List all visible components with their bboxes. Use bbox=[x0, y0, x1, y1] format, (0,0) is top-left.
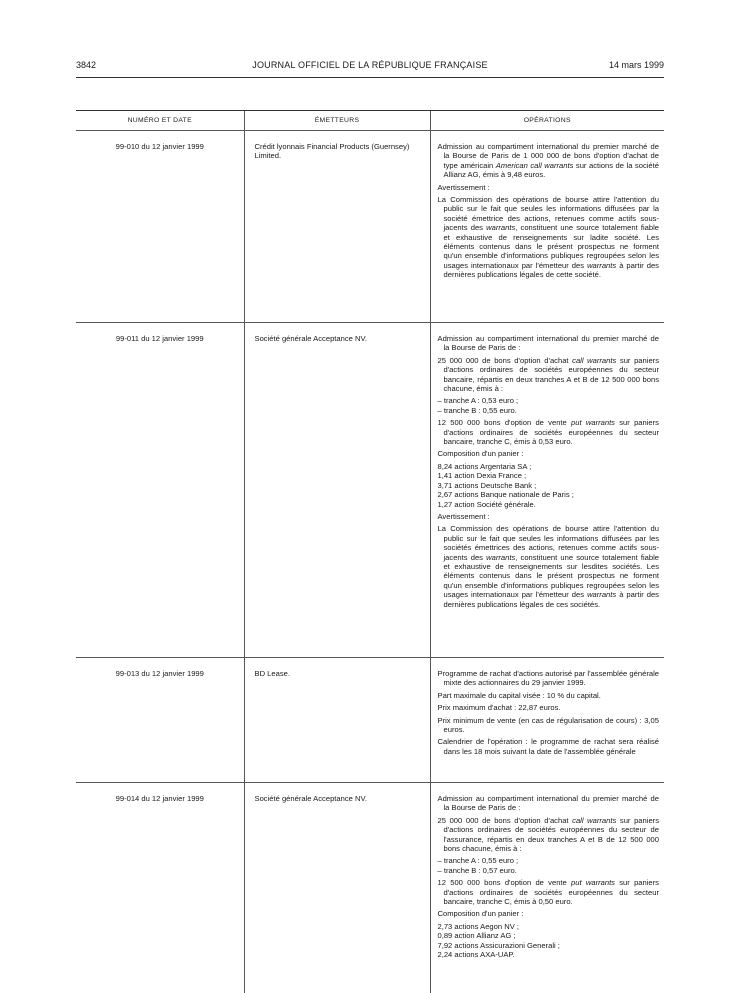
warning-label: Avertissement : bbox=[437, 182, 490, 192]
page-number: 3842 bbox=[76, 60, 97, 70]
operation-line: Prix maximum d'achat : 22,87 euros. bbox=[437, 703, 561, 713]
table-row bbox=[76, 658, 664, 783]
table-row bbox=[76, 323, 664, 658]
warning-text: La Commission des opérations de bourse attire l'attention du public sur le fait que seules les informations diffusées par la société émettrice des actions, retenues comme actifs sous-jacents des warrants, constituent une source totalement fiable et exhaustive de renseignements sur ladite société. Les éléments contenus dans le présent prospectus ne forment qu'un ensemble d'informations publiques regroupées selon les usages internationaux par l'émetteur des warrants à partir des dernières publications légales de cette société. bbox=[437, 195, 659, 280]
column-header-operations: OPÉRATIONS bbox=[430, 111, 664, 131]
basket-item: 1,41 action Dexia France ; bbox=[437, 471, 527, 481]
operation-paragraph: Admission au compartiment international du premier marché de la Bourse de Paris de 1 000 000 de bons d'option d'achat de type américain American call warrants sur actions de la société Allianz AG, émis à 9,48 euros. bbox=[437, 142, 659, 180]
page-header bbox=[76, 60, 664, 74]
table-row bbox=[76, 131, 664, 323]
entry-number-date: 99-011 du 12 janvier 1999 bbox=[76, 323, 244, 658]
basket-item: 1,27 action Société générale. bbox=[437, 499, 536, 509]
basket-item: 0,89 action Allianz AG ; bbox=[437, 931, 516, 941]
warning-label: Avertissement : bbox=[437, 511, 490, 521]
operation-line: Prix minimum de vente (en cas de régularisation de cours) : 3,05 euros. bbox=[437, 715, 659, 735]
basket-label: Composition d'un panier : bbox=[437, 449, 524, 459]
column-header-number-date: NUMÉRO ET DATE bbox=[76, 111, 244, 131]
tranche-item: – tranche B : 0,57 euro. bbox=[437, 865, 517, 875]
operation-paragraph: Admission au compartiment international du premier marché de la Bourse de Paris de : bbox=[437, 334, 659, 353]
tranche-item: – tranche B : 0,55 euro. bbox=[437, 405, 517, 415]
tranche-item: – tranche A : 0,53 euro ; bbox=[437, 396, 519, 406]
operation-paragraph: 25 000 000 de bons d'option d'achat call warrants sur paniers d'actions ordinaires de sociétés européennes du secteur bancaire, répartis en deux tranches A et B de 12 500 000 bons chacune, émis à : bbox=[437, 355, 659, 394]
column-header-issuers: ÉMETTEURS bbox=[244, 111, 430, 131]
basket-item: 2,67 actions Banque nationale de Paris ; bbox=[437, 490, 574, 500]
tranche-item: – tranche A : 0,55 euro ; bbox=[437, 856, 519, 866]
operation-paragraph: 12 500 000 bons d'option de vente put warrants sur paniers d'actions ordinaires de sociétés européennes du secteur bancaire, tranche C, émis à 0,53 euro. bbox=[437, 418, 659, 447]
basket-item: 7,92 actions Assicurazioni Generali ; bbox=[437, 940, 560, 950]
basket-item: 3,71 actions Deutsche Bank ; bbox=[437, 480, 537, 490]
operation-line: Programme de rachat d'actions autorisé par l'assemblée générale mixte des actionnaires du 29 janvier 1999. bbox=[437, 669, 659, 688]
operations-table bbox=[76, 110, 664, 993]
basket-item: 8,24 actions Argentaria SA ; bbox=[437, 461, 532, 471]
entry-issuer: Société générale Acceptance NV. bbox=[244, 783, 430, 993]
entry-number-date: 99-010 du 12 janvier 1999 bbox=[76, 131, 244, 323]
issue-date: 14 mars 1999 bbox=[608, 60, 664, 70]
header-rule bbox=[76, 77, 664, 78]
table-header-row bbox=[76, 111, 664, 131]
operation-paragraph: 12 500 000 bons d'option de vente put warrants sur paniers d'actions ordinaires de sociétés européennes du secteur bancaire, tranche C, émis à 0,50 euro. bbox=[437, 878, 659, 907]
entry-issuer: BD Lease. bbox=[244, 658, 430, 783]
entry-number-date: 99-013 du 12 janvier 1999 bbox=[76, 658, 244, 783]
entry-number-date: 99-014 du 12 janvier 1999 bbox=[115, 794, 204, 803]
entry-issuer: Société générale Acceptance NV. bbox=[244, 323, 430, 658]
operation-line: Calendrier de l'opération : le programme de rachat sera réalisé dans les 18 mois suivant la date de l'assemblée générale bbox=[437, 737, 659, 756]
basket-item: 2,73 actions Aegon NV ; bbox=[437, 921, 519, 931]
journal-title: JOURNAL OFFICIEL DE LA RÉPUBLIQUE FRANÇAISE bbox=[252, 60, 488, 70]
basket-item: 2,24 actions AXA-UAP. bbox=[437, 950, 515, 960]
entry-operations bbox=[430, 131, 664, 323]
basket-label: Composition d'un panier : bbox=[437, 909, 524, 919]
entry-operations bbox=[430, 658, 664, 783]
operation-line: Part maximale du capital visée : 10 % du capital. bbox=[437, 690, 601, 700]
operation-paragraph: 25 000 000 de bons d'option d'achat call warrants sur paniers d'actions ordinaires de sociétés européennes du secteur de l'assurance, répartis en deux tranches A et B de 12 500 000 bons chacune, émis à : bbox=[437, 815, 659, 854]
entry-operations bbox=[430, 323, 664, 658]
entry-issuer: Crédit lyonnais Financial Products (Guernsey) Limited. bbox=[244, 131, 430, 323]
warning-text: La Commission des opérations de bourse attire l'attention du public sur le fait que seules les informations diffusées par les sociétés émettrices des actions, retenues comme actifs sous-jacents des warrants, constituent une source totalement fiable et exhaustive de renseignements sur lesdites sociétés. Les éléments contenus dans le présent prospectus ne forment qu'un ensemble d'informations publiques regroupées selon les usages internationaux par l'émetteur des warrants à partir des dernières publications légales de ces sociétés. bbox=[437, 524, 659, 609]
operation-paragraph: Admission au compartiment international du premier marché de la Bourse de Paris de : bbox=[437, 794, 659, 813]
entry-operations bbox=[430, 783, 664, 993]
table-row bbox=[76, 783, 664, 993]
